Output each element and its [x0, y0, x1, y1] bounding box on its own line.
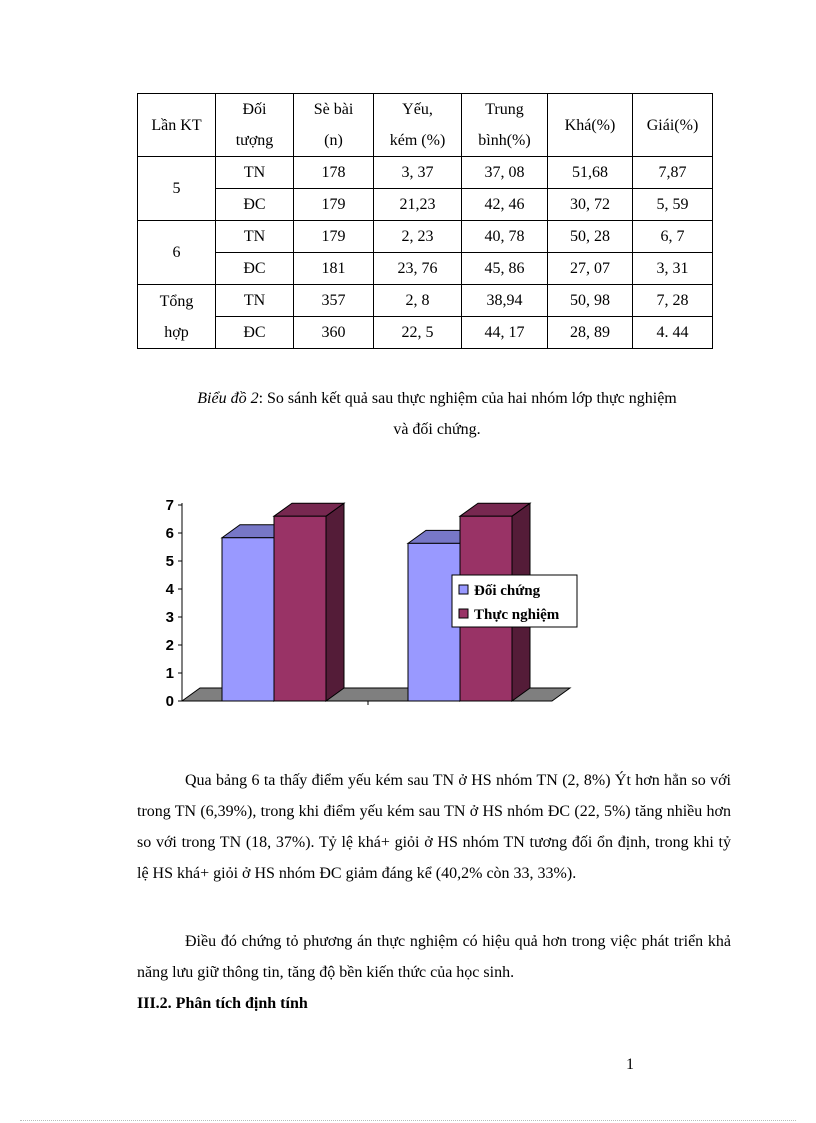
y-tick-label: 1: [165, 665, 174, 682]
table-row: [138, 285, 713, 317]
header-cell: Lần KT: [138, 94, 216, 157]
page-number: 1: [626, 1056, 634, 1073]
legend-swatch: [459, 585, 468, 594]
bar: [222, 538, 274, 701]
results-table: [137, 93, 713, 349]
chart-caption: [137, 383, 737, 445]
table-cell: 7, 28: [633, 285, 713, 317]
y-tick-label: 3: [165, 609, 174, 626]
table-header-row: [138, 94, 713, 157]
caption-line2: và đối chứng.: [393, 421, 481, 438]
table-cell: 4. 44: [633, 317, 713, 349]
paragraph-2: Điều đó chứng tỏ phương án thực nghiệm có hiệu quả hơn trong việc phát triển khả năng lưu giữ thông tin, tăng độ bền kiến thức của học sinh.: [137, 933, 731, 981]
table-cell: 45, 86: [462, 253, 548, 285]
table-cell: 7,87: [633, 157, 713, 189]
table-cell: 37, 08: [462, 157, 548, 189]
table-row: [138, 253, 713, 285]
table-cell: ĐC: [216, 189, 294, 221]
page-divider: [20, 1120, 796, 1121]
header-cell: Yếu, kém (%): [374, 94, 462, 157]
table-cell: 181: [294, 253, 374, 285]
table-row: [138, 157, 713, 189]
table-cell: 44, 17: [462, 317, 548, 349]
table-cell: 179: [294, 189, 374, 221]
table-cell: ĐC: [216, 317, 294, 349]
table-row: [138, 317, 713, 349]
table-cell: 42, 46: [462, 189, 548, 221]
y-tick-label: 7: [165, 497, 174, 514]
table-cell: 2, 23: [374, 221, 462, 253]
bar-chart: [140, 485, 580, 715]
caption-text: : So sánh kết quả sau thực nghiệm của hai nhóm lớp thực nghiệm: [258, 390, 677, 407]
table-cell: 3, 31: [633, 253, 713, 285]
y-tick-label: 5: [165, 553, 174, 570]
y-tick-label: 4: [165, 581, 174, 598]
table-cell: 38,94: [462, 285, 548, 317]
table-cell: 6, 7: [633, 221, 713, 253]
bar-side: [326, 503, 344, 701]
table-cell: ĐC: [216, 253, 294, 285]
table-cell: 30, 72: [548, 189, 633, 221]
table-cell: 50, 28: [548, 221, 633, 253]
y-tick-label: 0: [165, 693, 174, 710]
table-cell: 50, 98: [548, 285, 633, 317]
bar: [274, 516, 326, 701]
table-cell: 23, 76: [374, 253, 462, 285]
header-cell: Đối tượng: [216, 94, 294, 157]
table-cell: TN: [216, 157, 294, 189]
header-cell: Trung bình(%): [462, 94, 548, 157]
y-tick-label: 6: [165, 525, 174, 542]
paragraph-1: Qua bảng 6 ta thấy điểm yếu kém sau TN ở HS nhóm TN (2, 8%) Ýt hơn hẳn so với trong TN (6,39%), trong khi điểm yếu kém sau TN ở HS nhóm ĐC (22, 5%) tăng nhiều hơn so với trong TN (18, 37%). Tỷ lệ khá+ giỏi ở HS nhóm TN tương đối ổn định, trong khi tỷ lệ HS khá+ giỏi ở HS nhóm ĐC giảm đáng kể (40,2% còn 33, 33%).: [137, 772, 731, 882]
header-cell: Khá(%): [548, 94, 633, 157]
table-cell: TN: [216, 221, 294, 253]
table-cell: 21,23: [374, 189, 462, 221]
table-cell: 178: [294, 157, 374, 189]
header-cell: Giái(%): [633, 94, 713, 157]
table-cell: 28, 89: [548, 317, 633, 349]
group-label-cell: 5: [138, 157, 216, 221]
table-cell: 179: [294, 221, 374, 253]
table-cell: TN: [216, 285, 294, 317]
table-row: [138, 189, 713, 221]
table-cell: 3, 37: [374, 157, 462, 189]
table-row: [138, 221, 713, 253]
table-cell: 360: [294, 317, 374, 349]
table-cell: 357: [294, 285, 374, 317]
y-tick-label: 2: [165, 637, 174, 654]
table-cell: 5, 59: [633, 189, 713, 221]
group-label-cell: Tổng hợp: [138, 285, 216, 349]
table-cell: 2, 8: [374, 285, 462, 317]
table-cell: 27, 07: [548, 253, 633, 285]
legend-label: Đối chứng: [474, 583, 541, 599]
caption-label: Biểu đồ 2: [197, 390, 259, 407]
group-label-cell: 6: [138, 221, 216, 285]
table-cell: 22, 5: [374, 317, 462, 349]
header-cell: Sè bài (n): [294, 94, 374, 157]
table-cell: 40, 78: [462, 221, 548, 253]
table-cell: 51,68: [548, 157, 633, 189]
legend-label: Thực nghiệm: [474, 607, 560, 623]
legend-swatch: [459, 609, 468, 618]
section-heading: III.2. Phân tích định tính: [137, 995, 308, 1012]
